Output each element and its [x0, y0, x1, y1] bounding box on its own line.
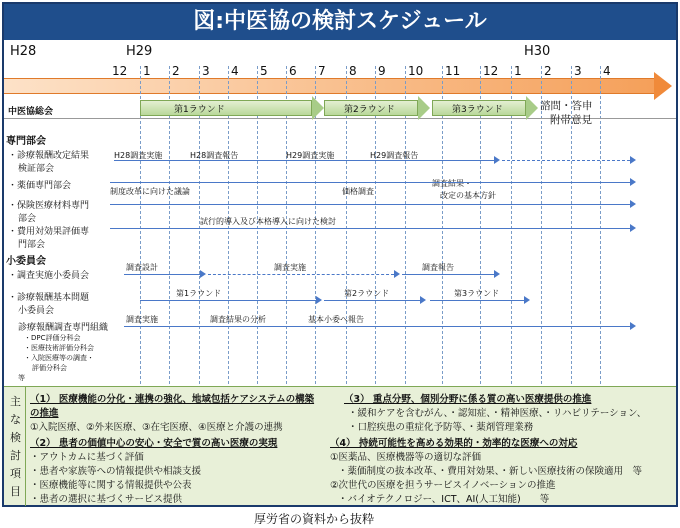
month-label: 6 [289, 64, 297, 78]
month-label: 8 [349, 64, 357, 78]
round1-label: 第1ラウンド [174, 105, 225, 115]
h29-survey-label: H29調査実施 [286, 151, 335, 160]
topic-4-body: ①医薬品、医療機器等の適切な評価 [330, 452, 482, 463]
month-label: 3 [202, 64, 210, 78]
topic-2-body: ・患者や家族等への情報提供や相談支援 [30, 466, 202, 477]
topic-3-heading: （3） 重点分野、個別分野に係る質の高い医療提供の推進 [344, 394, 592, 405]
h29-report-label: H29調査報告 [370, 151, 419, 160]
kihon-arrow [324, 300, 422, 301]
topic-2-body: ・医療機能等に関する情報提供や公表 [30, 480, 192, 491]
shoi1-arrow-head [394, 270, 400, 278]
senmon-item: ・薬価専門部会 [8, 181, 72, 191]
topic-1-heading: （1） 医療機能の分化・連携の強化、地域包括ケアシステムの構築 [30, 394, 315, 405]
month-label: 7 [318, 64, 326, 78]
month-label: 12 [112, 64, 128, 78]
topic-3-body: ・口腔疾患の重症化予防等、・薬剤管理業務 [348, 422, 534, 433]
survey-result-label: 調査結果・ [432, 179, 472, 188]
kihon-round1: 第1ラウンド [176, 289, 222, 298]
shoi1-arrow [124, 274, 202, 275]
kensho-arrow-dash [502, 160, 630, 161]
shoi-item3-sub: 等 [18, 374, 25, 382]
topic-2-body: ・患者の選択に基づくサービス提供 [30, 494, 183, 505]
survey-design-label: 調査設計 [126, 263, 158, 272]
topic-2-body: ・アウトカムに基づく評価 [30, 452, 144, 463]
month-label: 12 [483, 64, 499, 78]
month-label: 2 [544, 64, 552, 78]
shoi1-arrow-dash [208, 274, 394, 275]
shoi-item2: 小委員会 [18, 306, 55, 316]
topic-4-body: ・薬価制度の抜本改革、・費用対効果、・新しい医療技術の保険適用 等 [338, 466, 643, 477]
yakka-arrow-head [630, 178, 636, 186]
month-label: 10 [408, 64, 424, 78]
year-h30: H30 [524, 44, 551, 59]
senmon-item: 部会 [18, 214, 37, 224]
topic-4-heading: （4） 持続可能性を高める効果的・効率的な医療への対応 [330, 438, 578, 449]
h28-report-label: H28調査報告 [190, 151, 239, 160]
round2-label: 第2ラウンド [344, 105, 395, 115]
month-label: 9 [378, 64, 386, 78]
round1-band [140, 100, 312, 116]
month-label: 11 [445, 64, 461, 78]
senmon-item: ・診療報酬改定結果 [8, 151, 90, 161]
basic-policy-label: 改定の基本方針 [440, 191, 496, 200]
topic-3-body: ・緩和ケアを含むがん、・認知症、・精神医療、・リハビリテーション、 [348, 408, 647, 419]
senmon-item: ・保険医療材料専門 [8, 201, 90, 211]
topic-2-heading: （2） 患者の価値中心の安心・安全で質の高い医療の実現 [30, 438, 278, 449]
kihon-arrow [430, 300, 526, 301]
source-caption: 厚労省の資料から抜粋 [254, 512, 375, 526]
kihon-round3: 第3ラウンド [454, 289, 500, 298]
hiyo-arrow-head [630, 224, 636, 232]
month-label: 2 [172, 64, 180, 78]
month-label: 4 [603, 64, 611, 78]
topics-side-label: 主 な 検 討 項 目 [4, 387, 26, 506]
shoi-header: 小委員会 [6, 256, 46, 267]
topic-1-heading: の推進 [30, 408, 59, 419]
month-gridline [600, 66, 601, 384]
zairyo-arrow [110, 204, 630, 205]
month-label: 3 [574, 64, 582, 78]
senmon-item: 門部会 [18, 240, 46, 250]
kihon-arrow-head [420, 296, 426, 304]
shimon-toshin: 諮問・答申 [540, 100, 593, 112]
shoi-item3-sub: ・入院医療等の調査・ [24, 354, 94, 362]
diagram-frame [2, 2, 678, 507]
senmon-header: 専門部会 [6, 136, 46, 147]
shoi-item2: ・診療報酬基本問題 [8, 293, 90, 303]
shoi-item1: ・調査実施小委員会 [8, 271, 90, 281]
timeline-arrow-head [654, 72, 672, 100]
soshiki-analysis-label: 調査結果の分析 [210, 315, 266, 324]
shoi-item3-sub: 評価分科会 [32, 364, 67, 372]
soshiki-arrow [124, 326, 630, 327]
price-survey-label: 価格調査 [342, 187, 374, 196]
shoi-item3-sub: ・医療技術評価分科会 [24, 344, 94, 352]
year-h29: H29 [126, 44, 153, 59]
hiyo-label: 試行的導入及び本格導入に向けた検討 [200, 217, 336, 226]
kensho-arrow [114, 160, 496, 161]
senmon-item: ・費用対効果評価専 [8, 227, 90, 237]
kihon-round2: 第2ラウンド [344, 289, 390, 298]
soshiki-survey-label: 調査実施 [126, 315, 158, 324]
month-label: 5 [260, 64, 268, 78]
round3-label: 第3ラウンド [452, 105, 503, 115]
yakka-arrow [110, 182, 630, 183]
round1-head [312, 96, 324, 120]
hiyo-arrow [110, 228, 630, 229]
page-title: 図:中医協の検討スケジュール [4, 4, 676, 40]
timeline-arrow [4, 78, 654, 94]
year-h28: H28 [10, 44, 37, 59]
round3-head [526, 96, 538, 120]
round2-head [418, 96, 430, 120]
kihon-arrow-head [524, 296, 530, 304]
topic-4-body: ・バイオテクノロジー、ICT、AI(人工知能) 等 [338, 494, 550, 505]
futai-iken: 附帯意見 [550, 114, 592, 126]
chuikyo-label: 中医協総会 [8, 107, 54, 117]
yakka-debate-label: 制度改革に向けた議論 [110, 187, 190, 196]
kihon-arrow [140, 300, 318, 301]
topic-1-body: ①入院医療、②外来医療、③在宅医療、④医療と介護の連携 [30, 422, 283, 433]
month-gridline [541, 66, 542, 384]
shoi1-arrow [402, 274, 494, 275]
kensho-arrow-head [630, 156, 636, 164]
shoi-item3: 診療報酬調査専門組織 [18, 323, 109, 333]
survey-report-label: 調査報告 [422, 263, 454, 272]
zairyo-arrow-head [630, 200, 636, 208]
month-label: 1 [143, 64, 151, 78]
shoi1-arrow-head [200, 270, 206, 278]
soshiki-report-label: 基本小委へ報告 [308, 315, 364, 324]
shoi-item3-sub: ・DPC評価分科会 [24, 334, 81, 342]
soshiki-arrow-head [630, 322, 636, 330]
kensho-arrow-head [494, 156, 500, 164]
kihon-arrow-head [316, 296, 322, 304]
senmon-item: 検証部会 [18, 164, 55, 174]
main-topics [4, 386, 676, 505]
shoi1-arrow-head [494, 270, 500, 278]
month-label: 4 [231, 64, 239, 78]
month-label: 1 [514, 64, 522, 78]
topic-4-body: ②次世代の医療を担うサービスイノベーションの推進 [330, 480, 556, 491]
h28-survey-label: H28調査実施 [114, 151, 163, 160]
survey-exec-label: 調査実施 [274, 263, 306, 272]
